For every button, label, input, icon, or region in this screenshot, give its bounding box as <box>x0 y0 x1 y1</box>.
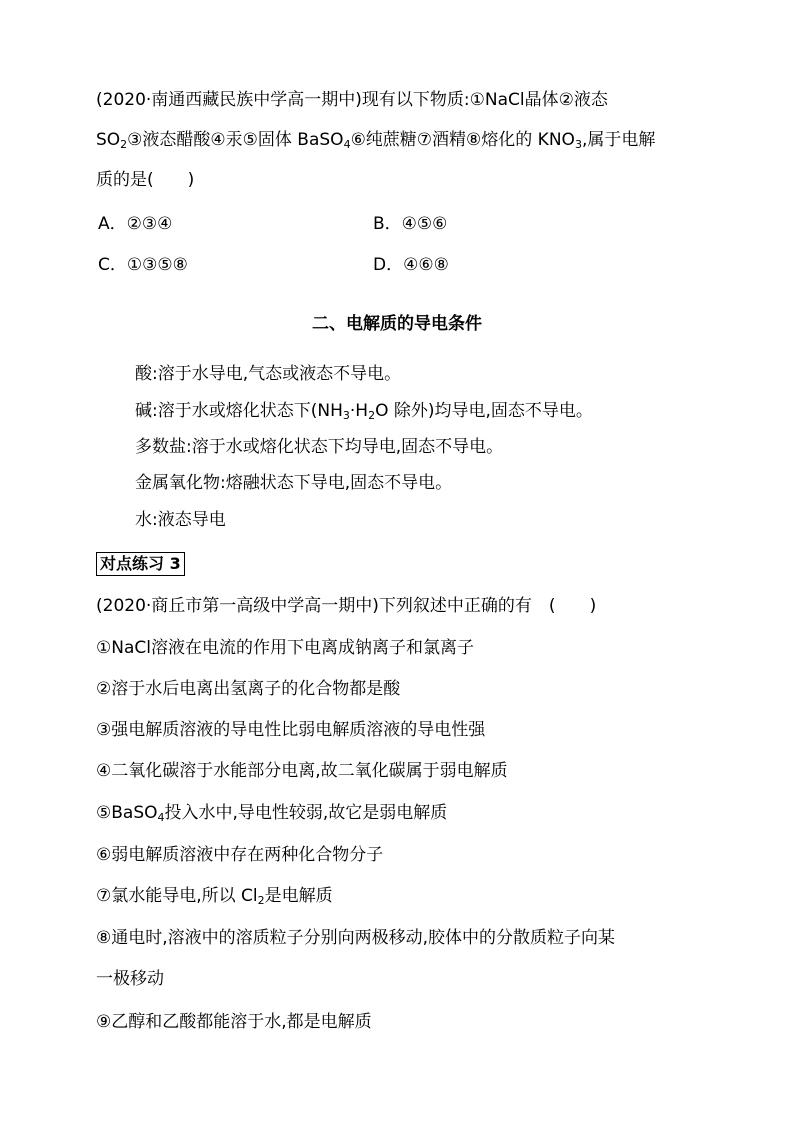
base-subscript: 2 <box>368 409 376 422</box>
q1-stem-text-1: (2020·南通西藏民族中学高一期中)现有以下物质:①NaCl晶体②液态 <box>96 90 608 110</box>
base-text-3: O 除外)均导电,固态不导电。 <box>375 401 593 421</box>
statement-8-line2: 一极移动 <box>96 969 164 989</box>
q1-option-c <box>98 254 188 276</box>
statement-7-subscript: 2 <box>257 894 265 907</box>
option-label: B．④⑤⑥ <box>373 214 448 234</box>
q1-stem-text-4: ,属于电解 <box>581 130 656 150</box>
q1-subscript: 3 <box>574 138 582 151</box>
statement-6: ⑥弱电解质溶液中存在两种化合物分子 <box>96 845 384 865</box>
statement-2: ②溶于水后电离出氢离子的化合物都是酸 <box>96 679 401 699</box>
section-heading: 二、电解质的导电条件 <box>312 314 482 334</box>
option-label: A．②③④ <box>98 214 173 234</box>
q1-stem-line1 <box>96 89 608 111</box>
statement-3: ③强电解质溶液的导电性比弱电解质溶液的导电性强 <box>96 720 486 740</box>
q1-option-a <box>98 213 172 235</box>
q1-stem-text-2: ③液态醋酸④汞⑤固体 BaSO <box>127 130 344 150</box>
base-text-2: ·H <box>349 401 369 421</box>
statement-1: ①NaCl溶液在电流的作用下电离成钠离子和氯离子 <box>96 638 474 658</box>
q1-formula-so: SO <box>96 130 121 150</box>
water-condition: 水:液态导电 <box>135 510 226 530</box>
statement-9: ⑨乙醇和乙酸都能溶于水,都是电解质 <box>96 1012 372 1032</box>
base-condition <box>135 400 593 422</box>
oxide-condition: 金属氧化物:熔融状态下导电,固态不导电。 <box>135 473 453 493</box>
q1-option-d <box>373 254 449 276</box>
statement-8-line1: ⑧通电时,溶液中的溶质粒子分别向两极移动,胶体中的分散质粒子向某 <box>96 928 616 948</box>
practice-label: 对点练习 3 <box>96 552 185 576</box>
q1-stem-text-5: 质的是( ) <box>96 170 195 190</box>
statement-7 <box>96 885 333 907</box>
q1-stem-line2 <box>96 129 655 151</box>
q1-subscript: 2 <box>120 138 128 151</box>
statement-5-text-1: ⑤BaSO <box>96 803 158 823</box>
statement-7-text-1: ⑦氯水能导电,所以 Cl <box>96 886 258 906</box>
statement-4: ④二氧化碳溶于水能部分电离,故二氧化碳属于弱电解质 <box>96 761 508 781</box>
statement-5 <box>96 802 447 824</box>
statement-5-subscript: 4 <box>157 811 165 824</box>
statement-7-text-2: 是电解质 <box>264 886 333 906</box>
salt-condition: 多数盐:溶于水或熔化状态下均导电,固态不导电。 <box>135 437 504 457</box>
q1-stem-text-3: ⑥纯蔗糖⑦酒精⑧熔化的 KNO <box>350 130 575 150</box>
statement-5-text-2: 投入水中,导电性较弱,故它是弱电解质 <box>164 803 448 823</box>
practice-stem: (2020·商丘市第一高级中学高一期中)下列叙述中正确的有 ( ) <box>96 596 597 616</box>
acid-condition: 酸:溶于水导电,气态或液态不导电。 <box>135 364 402 384</box>
q1-stem-line3 <box>96 169 194 191</box>
q1-subscript: 4 <box>343 138 351 151</box>
base-subscript: 3 <box>342 409 350 422</box>
option-label: C．①③⑤⑧ <box>98 255 188 275</box>
base-text-1: 碱:溶于水或熔化状态下(NH <box>135 401 343 421</box>
option-label: D．④⑥⑧ <box>373 255 449 275</box>
q1-option-b <box>373 213 447 235</box>
